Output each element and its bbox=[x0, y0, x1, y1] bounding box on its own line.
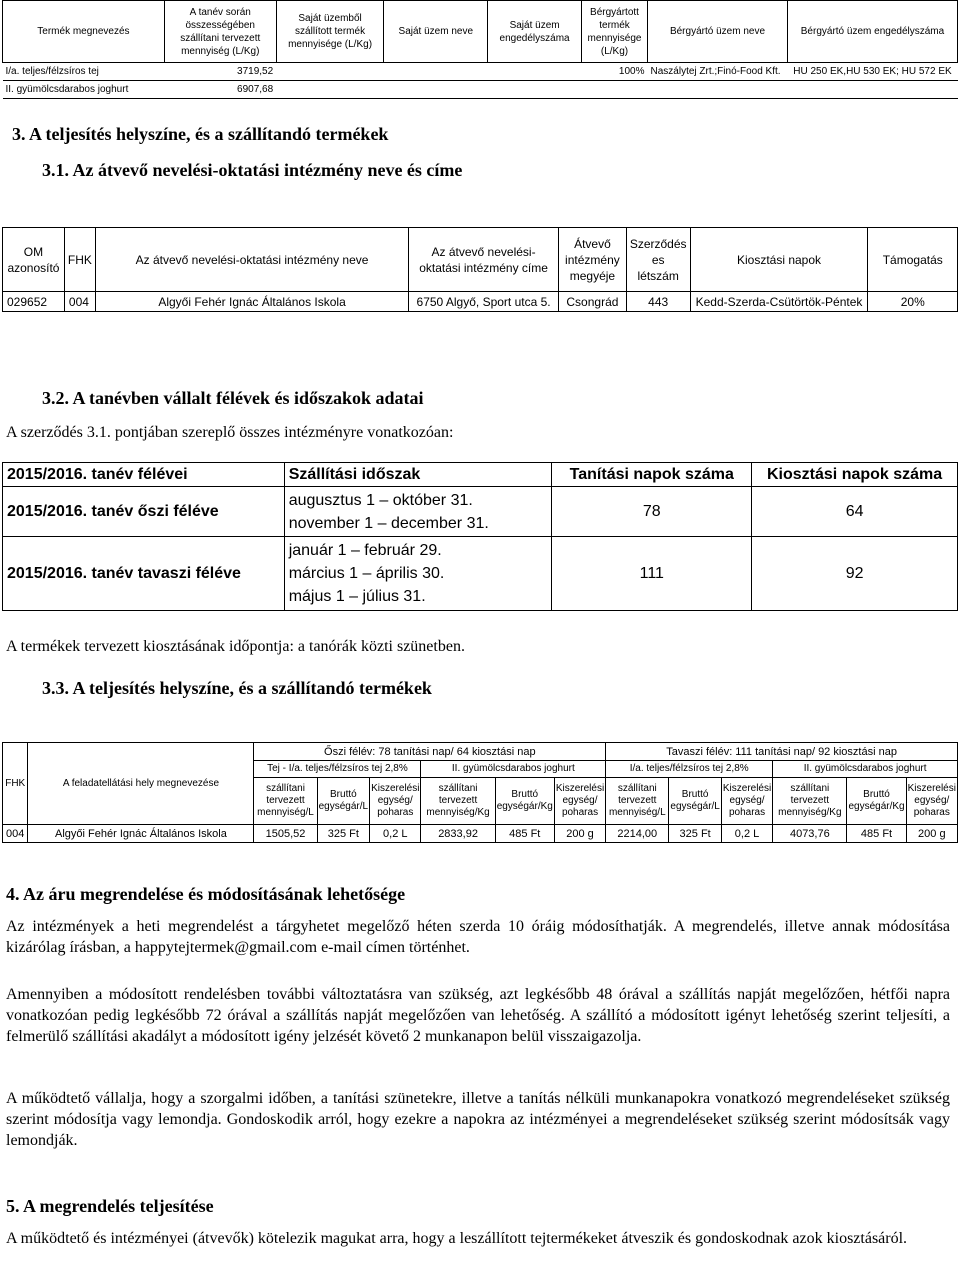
product-header: I/a. teljes/félzsíros tej 2,8% bbox=[606, 761, 773, 777]
cell bbox=[384, 81, 488, 99]
col-header: Kiosztási napok bbox=[690, 228, 868, 292]
cell bbox=[488, 63, 582, 81]
cell bbox=[384, 63, 488, 81]
section-heading-5: 5. A megrendelés teljesítése bbox=[6, 1196, 214, 1216]
cell: 0,2 L bbox=[721, 825, 772, 843]
distribution-note: A termékek tervezett kiosztásának időpontja: a tanórák közti szünetben. bbox=[6, 638, 465, 655]
cell: 443 bbox=[626, 292, 690, 312]
cell: 100% bbox=[582, 63, 648, 81]
col-header: FHK bbox=[64, 228, 95, 292]
section-heading-3-1: 3.1. Az átvevő nevelési-oktatási intézmény neve és címe bbox=[42, 160, 463, 180]
section-heading-3-3: 3.3. A teljesítés helyszíne, és a szállítandó termékek bbox=[42, 678, 432, 698]
col-header: Tanítási napok száma bbox=[552, 463, 752, 487]
table-header-row bbox=[3, 1, 958, 63]
col-header: Átvevő intézmény megyéje bbox=[558, 228, 626, 292]
table-row bbox=[3, 537, 958, 611]
table-row bbox=[3, 292, 958, 312]
table-row bbox=[3, 81, 958, 99]
col-header: Az átvevő nevelési-oktatási intézmény címe bbox=[409, 228, 559, 292]
col-header: OM azonosító bbox=[3, 228, 65, 292]
col-header: szállítani tervezett mennyiség/L bbox=[254, 777, 317, 824]
period-cell bbox=[284, 487, 552, 537]
cell: 3719,52 bbox=[164, 63, 276, 81]
cell: 78 bbox=[552, 487, 752, 537]
cell: 325 Ft bbox=[669, 825, 721, 843]
paragraph: Az intézmények a heti megrendelést a tárgyhetet megelőző héten szerda 10 óráig módosíthatják. A megrendelés, illetve annak módosítása kizárólag írásban, a happytejtermek@gmail.com e-mail címen történhet. bbox=[6, 918, 950, 956]
cell: 4073,76 bbox=[773, 825, 847, 843]
cell: Csongrád bbox=[558, 292, 626, 312]
col-header: Saját üzem neve bbox=[384, 1, 488, 63]
col-header: Bruttó egységár/L bbox=[669, 777, 721, 824]
section-heading-4: 4. Az áru megrendelése és módosításának lehetősége bbox=[6, 884, 406, 904]
col-header: 2015/2016. tanév félévei bbox=[3, 463, 285, 487]
table-header-row bbox=[3, 463, 958, 487]
period-item: május 1 – július 31. bbox=[288, 588, 426, 605]
paragraph: A működtető vállalja, hogy a szorgalmi időben, a tanítási szünetekre, illetve a tanítás nélküli munkanapokra vonatkozó megrendeléseket szükség szerint módosítja vagy lemondja. Gondoskodik arról, hogy ezekre a napokra az intézményei a megrendeléseket szükség szerint módosítsák vagy lemondják. bbox=[6, 1090, 950, 1149]
paragraph: A működtető és intézményei (átvevők) kötelezik magukat arra, hogy a leszállított tejtermékeket átveszik és gondoskodnak azok kiosztásáról. bbox=[6, 1230, 908, 1247]
col-header: A tanév során összességében szállítani tervezett mennyiség (L/Kg) bbox=[164, 1, 276, 63]
product-header: II. gyümölcsdarabos joghurt bbox=[421, 761, 606, 777]
col-header: Termék megnevezés bbox=[3, 1, 165, 63]
cell: 92 bbox=[752, 537, 958, 611]
spring-header: Tavaszi félév: 111 tanítási nap/ 92 kiosztási nap bbox=[606, 743, 958, 761]
col-header: Szerződés es létszám bbox=[626, 228, 690, 292]
table-row bbox=[3, 825, 958, 843]
cell: II. gyümölcsdarabos joghurt bbox=[3, 81, 165, 99]
product-header: II. gyümölcsdarabos joghurt bbox=[773, 761, 958, 777]
cell bbox=[582, 81, 648, 99]
cell: 029652 bbox=[3, 292, 65, 312]
col-header: szállítani tervezett mennyiség/L bbox=[606, 777, 669, 824]
cell: Naszálytej Zrt.;Finó-Food Kft. bbox=[648, 63, 788, 81]
table-header-row bbox=[3, 743, 958, 761]
col-header: Kiszerelési egység/ poharas bbox=[554, 777, 605, 824]
cell bbox=[276, 81, 384, 99]
semester-label: 2015/2016. tanév őszi féléve bbox=[3, 487, 285, 537]
cell: 0,2 L bbox=[370, 825, 421, 843]
col-header: Szállítási időszak bbox=[284, 463, 552, 487]
cell: 004 bbox=[3, 825, 28, 843]
cell: Algyői Fehér Ignác Általános Iskola bbox=[28, 825, 254, 843]
col-header: szállítani tervezett mennyiség/Kg bbox=[421, 777, 495, 824]
col-header: Kiszerelési egység/ poharas bbox=[906, 777, 957, 824]
cell: 485 Ft bbox=[847, 825, 906, 843]
cell bbox=[787, 81, 957, 99]
institution-table bbox=[2, 227, 958, 312]
col-header: Az átvevő nevelési-oktatási intézmény neve bbox=[95, 228, 408, 292]
cell: 111 bbox=[552, 537, 752, 611]
col-header: szállítani tervezett mennyiség/Kg bbox=[773, 777, 847, 824]
period-cell bbox=[284, 537, 552, 611]
col-header: Kiszerelési egység/ poharas bbox=[721, 777, 772, 824]
cell: 1505,52 bbox=[254, 825, 317, 843]
cell bbox=[488, 81, 582, 99]
col-header: Bérgyártott termék mennyisége (L/Kg) bbox=[582, 1, 648, 63]
col-header: Saját üzem engedélyszáma bbox=[488, 1, 582, 63]
cell: 2214,00 bbox=[606, 825, 669, 843]
cell: HU 250 EK,HU 530 EK; HU 572 EK bbox=[787, 63, 957, 81]
cell: 004 bbox=[64, 292, 95, 312]
col-header: Bérgyártó üzem engedélyszáma bbox=[787, 1, 957, 63]
paragraph: Amennyiben a módosított rendelésben további változtatásra van szükség, azt legkésőbb 48 órával a szállítás napját megelőzően, hétfői napra vonatkozóan pedig legkésőbb 72 órával a szállítás napját megelőzően van lehetőség. A szállító a módosított igényt lehetőség szerint teljesíti, a felmerülő szállítási akadályt a módosított igény jelzését követő 2 munkanapon belül visszaigazolja. bbox=[6, 986, 950, 1045]
table-row bbox=[3, 487, 958, 537]
cell: 485 Ft bbox=[495, 825, 554, 843]
col-header: Kiosztási napok száma bbox=[752, 463, 958, 487]
autumn-header: Őszi félév: 78 tanítási nap/ 64 kiosztási nap bbox=[254, 743, 606, 761]
semester-table bbox=[2, 462, 958, 611]
col-header: Kiszerelési egység/ poharas bbox=[370, 777, 421, 824]
semester-label: 2015/2016. tanév tavaszi féléve bbox=[3, 537, 285, 611]
cell: Algyői Fehér Ignác Általános Iskola bbox=[95, 292, 408, 312]
table-row bbox=[3, 63, 958, 81]
cell bbox=[276, 63, 384, 81]
col-header: Bruttó egységár/L bbox=[317, 777, 369, 824]
col-header: Támogatás bbox=[868, 228, 958, 292]
delivery-table bbox=[2, 742, 958, 843]
cell: 325 Ft bbox=[317, 825, 369, 843]
col-header: Bruttó egységár/Kg bbox=[495, 777, 554, 824]
cell: Kedd-Szerda-Csütörtök-Péntek bbox=[690, 292, 868, 312]
cell: 6750 Algyő, Sport utca 5. bbox=[409, 292, 559, 312]
cell: 6907,68 bbox=[164, 81, 276, 99]
table-header-row bbox=[3, 228, 958, 292]
cell: I/a. teljes/félzsíros tej bbox=[3, 63, 165, 81]
section-heading-3-2: 3.2. A tanévben vállalt félévek és időszakok adatai bbox=[42, 388, 424, 408]
cell bbox=[648, 81, 788, 99]
period-item: január 1 – február 29. bbox=[288, 542, 442, 559]
product-supply-table bbox=[2, 0, 958, 99]
cell: 64 bbox=[752, 487, 958, 537]
section-heading-3: 3. A teljesítés helyszíne, és a szállítandó termékek bbox=[12, 124, 389, 144]
cell: 2833,92 bbox=[421, 825, 495, 843]
col-header: A feladatellátási hely megnevezése bbox=[28, 743, 254, 825]
cell: 200 g bbox=[906, 825, 957, 843]
period-item: november 1 – december 31. bbox=[288, 514, 489, 532]
product-header: Tej - I/a. teljes/félzsíros tej 2,8% bbox=[254, 761, 421, 777]
col-header: Saját üzemből szállított termék mennyisége (L/Kg) bbox=[276, 1, 384, 63]
period-item: március 1 – április 30. bbox=[288, 565, 445, 582]
period-item: augusztus 1 – október 31. bbox=[288, 491, 473, 509]
col-header: Bérgyártó üzem neve bbox=[648, 1, 788, 63]
intro-text: A szerződés 3.1. pontjában szereplő összes intézményre vonatkozóan: bbox=[6, 424, 454, 441]
cell: 20% bbox=[868, 292, 958, 312]
col-header: FHK bbox=[3, 743, 28, 825]
col-header: Bruttó egységár/Kg bbox=[847, 777, 906, 824]
cell: 200 g bbox=[554, 825, 605, 843]
